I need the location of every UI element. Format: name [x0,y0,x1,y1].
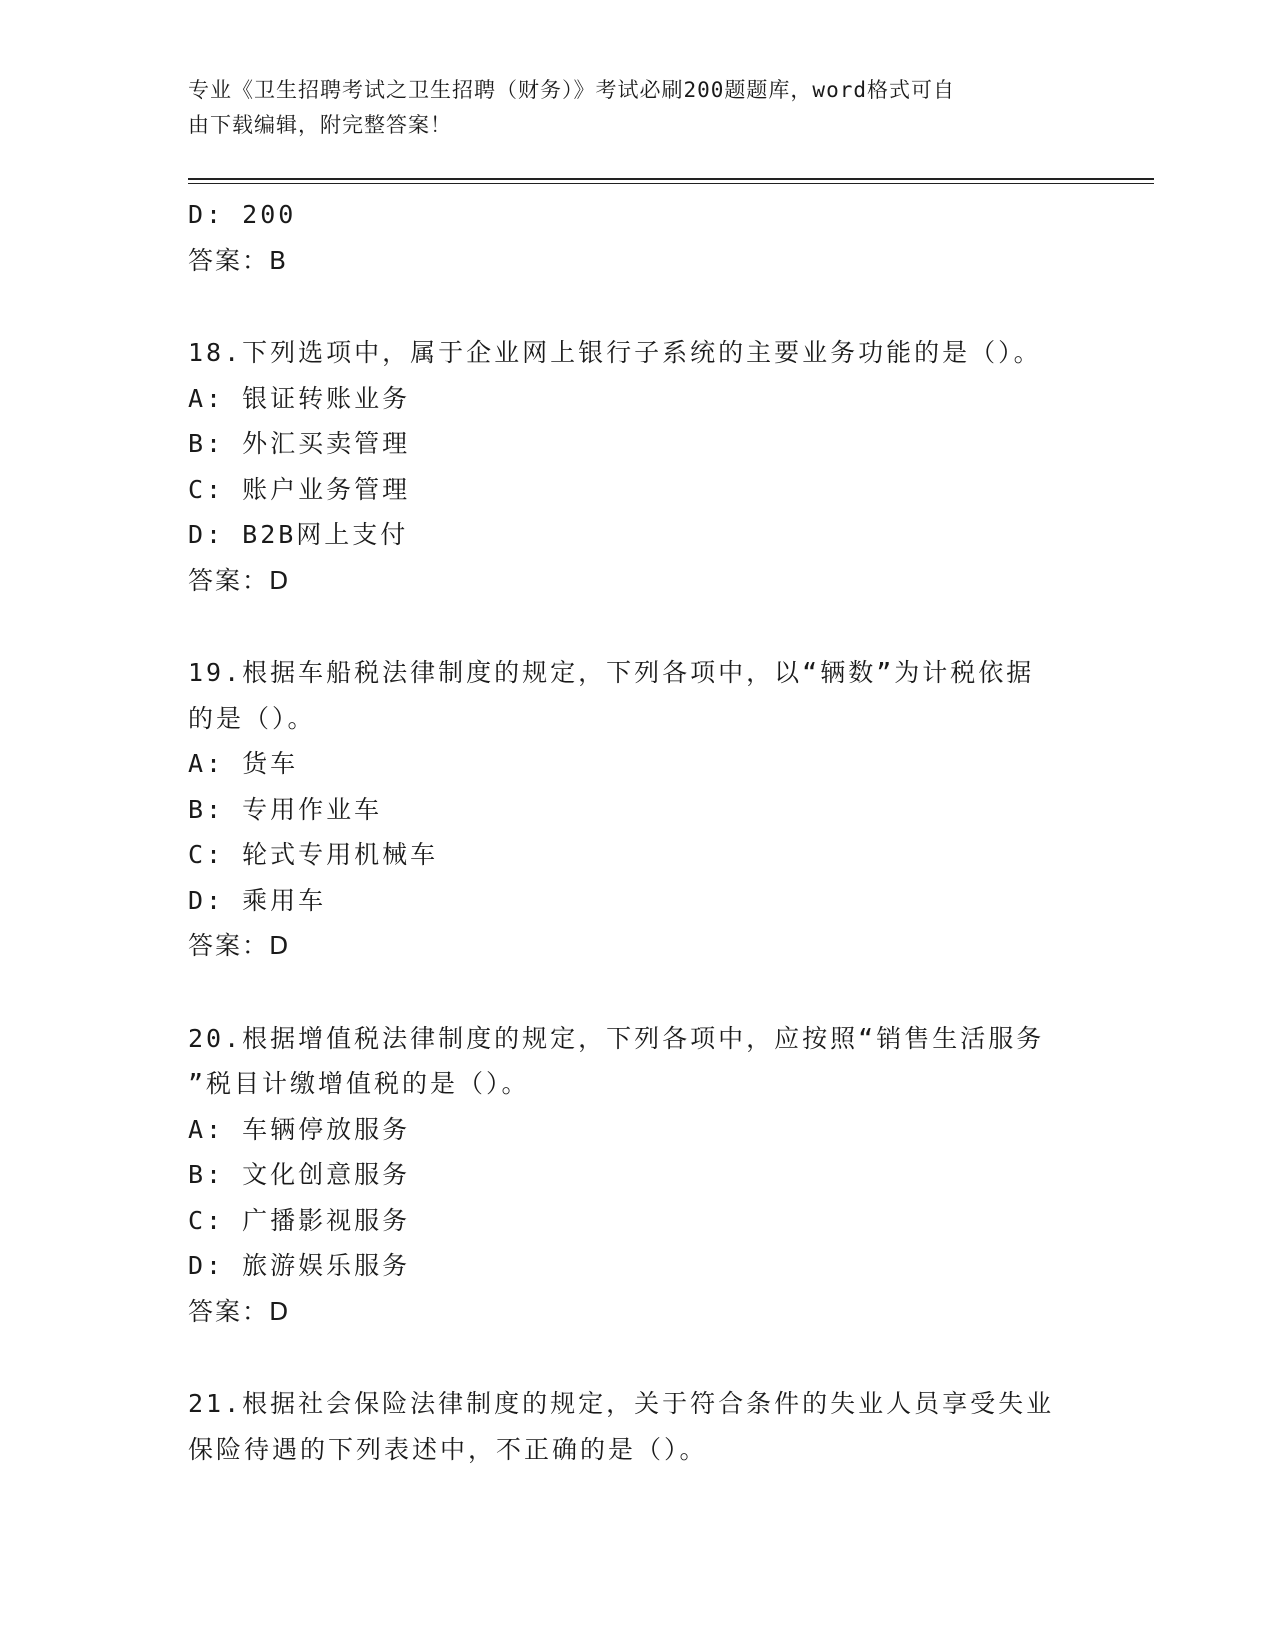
answer: 答案：D [188,1296,291,1326]
spacer [188,603,1088,650]
question-stem: 19.根据车船税法律制度的规定，下列各项中，以“辆数”为计税依据 [188,658,1035,687]
header-rule-thick [188,178,1154,180]
spacer [188,1334,1088,1381]
question-stem-cont: ”税目计缴增值税的是（）。 [188,1069,530,1098]
option-b: B: 外汇买卖管理 [188,429,411,458]
question-20 [188,1016,1088,1335]
header-line-1: 专业《卫生招聘考试之卫生招聘（财务）》考试必刷200题题库，word格式可自 [188,78,955,102]
document-header [188,73,1068,143]
answer: 答案：D [188,565,291,595]
header-line-2: 由下载编辑，附完整答案！ [188,113,452,137]
prev-answer: 答案：B [188,245,289,275]
option-b: B: 文化创意服务 [188,1160,411,1189]
option-c: C: 广播影视服务 [188,1205,411,1235]
option-a: A: 货车 [188,749,299,778]
question-stem-cont: 的是（）。 [188,703,316,733]
question-18 [188,330,1088,603]
header-rule-thin [188,183,1154,184]
question-stem: 21.根据社会保险法律制度的规定，关于符合条件的失业人员享受失业 [188,1389,1055,1418]
spacer [188,969,1088,1016]
question-19 [188,650,1088,969]
spacer [188,283,1088,330]
option-b: B: 专用作业车 [188,794,383,824]
option-d: D: B2B网上支付 [188,520,409,549]
answer: 答案：D [188,931,291,960]
option-a: A: 银证转账业务 [188,383,411,413]
option-c: C: 轮式专用机械车 [188,840,439,869]
question-21 [188,1381,1088,1472]
question-stem: 20.根据增值税法律制度的规定，下列各项中，应按照“销售生活服务 [188,1023,1045,1053]
option-d: D: 乘用车 [188,885,327,915]
option-c: C: 账户业务管理 [188,474,411,504]
option-d: D: 旅游娱乐服务 [188,1251,411,1280]
question-stem-cont: 保险待遇的下列表述中，不正确的是（）。 [188,1434,708,1464]
question-stem: 18.下列选项中，属于企业网上银行子系统的主要业务功能的是（）。 [188,338,1042,367]
option-a: A: 车辆停放服务 [188,1114,411,1144]
prev-option-d: D: 200 [188,200,297,229]
question-content [188,192,1088,1472]
